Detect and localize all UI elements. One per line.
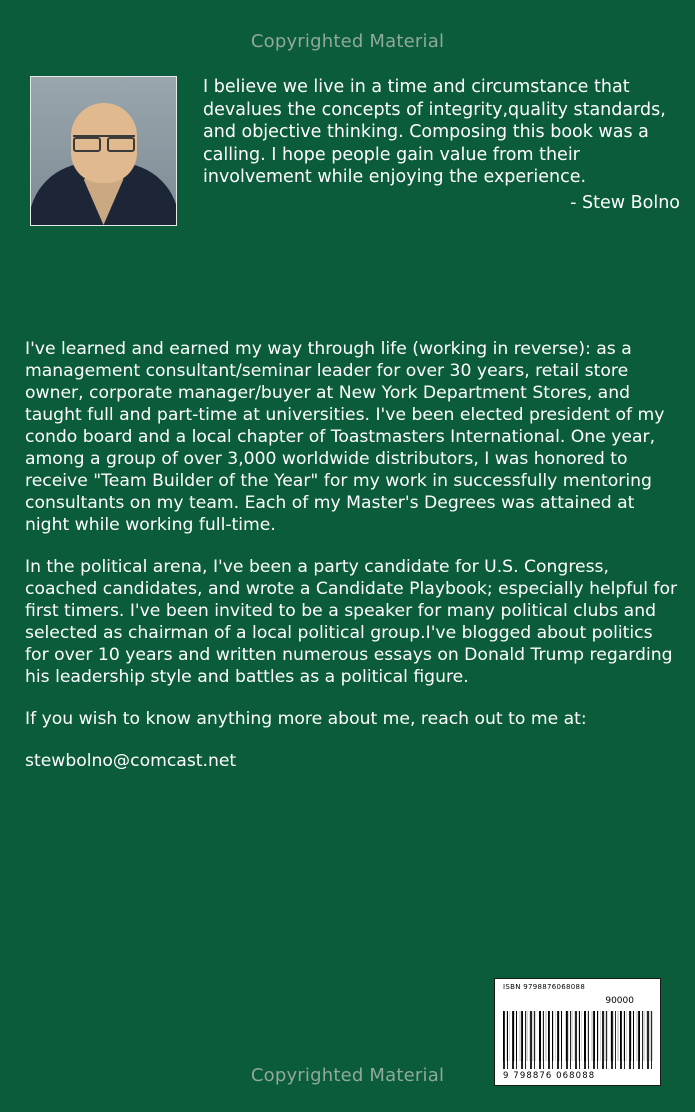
bio-paragraph-1: I've learned and earned my way through life (working in reverse): as a management consultant/seminar leader for over 30 years, retail store owner, corporate manager/buyer at New York Department Stores, and taught full and part-time at universities. I've been elected president of my condo board and a local chapter of Toastmasters International. One year, among a group of over 3,000 worldwide distributors, I was honored to receive "Team Builder of the Year" for my work in successfully mentoring consultants on my team. Each of my Master's Degrees was attained at night while working full-time. [25,339,665,535]
copyright-watermark-top: Copyrighted Material [250,31,445,52]
author-quote-block [30,76,680,226]
author-email[interactable]: stewbolno@comcast.net [25,751,237,771]
bio-paragraph-2: In the political arena, I've been a party candidate for U.S. Congress, coached candidates, and wrote a Candidate Playbook; especially helpful for first timers. I've been invited to be a speaker for many political clubs and selected as chairman of a local political group.I've blogged about politics for over 10 years and written numerous essays on Donald Trump regarding his leadership style and battles as a political figure. [25,557,678,687]
quote-text: I believe we live in a time and circumstance that devalues the concepts of integrity,quality standards, and objective thinking. Composing this book was a calling. I hope people gain value from their involvement while enjoying the experience. [203,77,666,187]
barcode-isbn-label: ISBN 9798876068088 [503,983,586,991]
bio-contact-line: If you wish to know anything more about me, reach out to me at: [25,709,587,729]
glasses-icon [73,135,135,148]
copyright-watermark-bottom: Copyrighted Material [250,1065,445,1086]
barcode-bars-overlay [503,1011,653,1069]
barcode-price-code: 90000 [605,996,634,1006]
quote-attribution: - Stew Bolno [570,192,680,213]
barcode-number: 9 798876 068088 [503,1071,596,1081]
author-bio [25,338,680,772]
author-portrait [30,76,177,226]
quote-text-wrap [203,76,680,213]
